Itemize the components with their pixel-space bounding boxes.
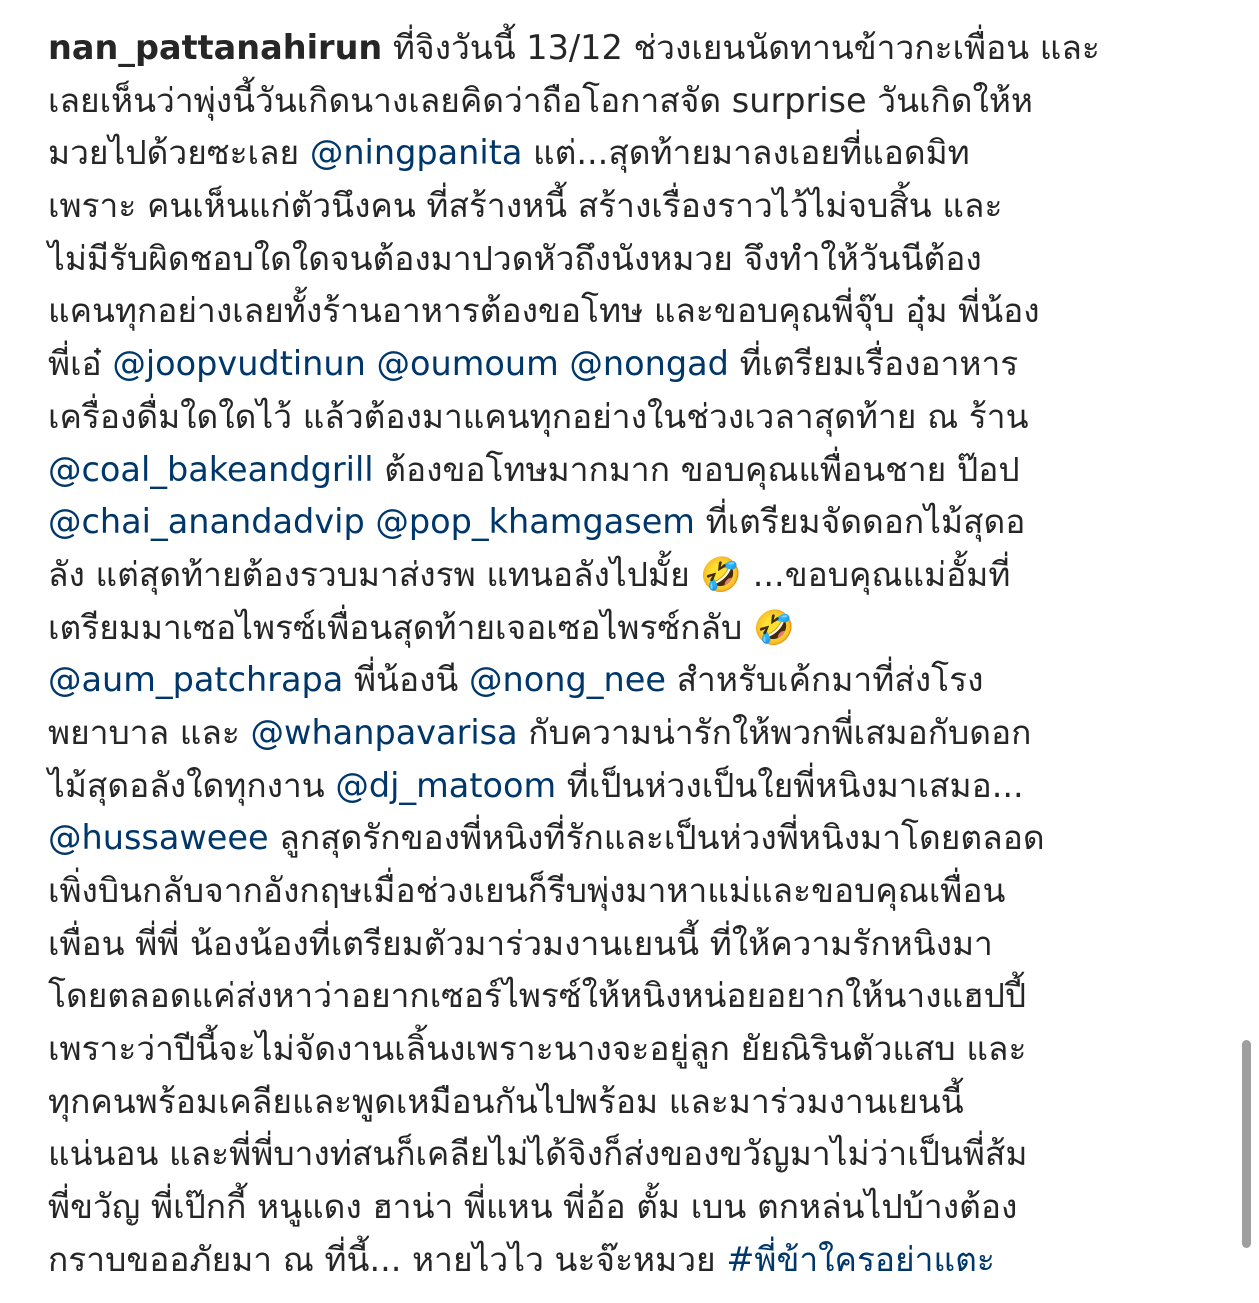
rofl-emoji-icon: 🤣 bbox=[700, 554, 743, 594]
caption-line bbox=[48, 1234, 1213, 1287]
caption-line bbox=[48, 1128, 1213, 1181]
caption-text: มวยไปด้วยซะเลย bbox=[48, 133, 310, 173]
caption-text: แน่นอน และพี่พี่บางท่สนก็เคลียไม่ได้จิงก็ส่งของขวัญมาไม่ว่าเป็นพี่ส้ม bbox=[48, 1134, 1028, 1174]
caption-line bbox=[48, 918, 1213, 971]
caption-line bbox=[48, 1076, 1213, 1129]
caption-line bbox=[48, 865, 1213, 918]
caption-line bbox=[48, 970, 1213, 1023]
caption-line bbox=[48, 654, 1213, 707]
caption-text: ลัง แต่สุดท้ายต้องรวบมาส่งรพ แทนอลังไปมั้ย bbox=[48, 554, 701, 594]
caption-line bbox=[48, 22, 1213, 75]
mention-link[interactable]: @nong_nee bbox=[469, 660, 666, 700]
caption-line bbox=[48, 444, 1213, 497]
mention-link[interactable]: @hussaweee bbox=[48, 818, 269, 858]
username-link[interactable]: nan_pattanahirun bbox=[48, 28, 383, 67]
mention-link[interactable]: @chai_anandadvip bbox=[48, 502, 365, 542]
caption-text: เครื่องดื่มใดใดไว้ แล้วต้องมาแคนทุกอย่างในช่วงเวลาสุดท้าย ณ ร้าน bbox=[48, 396, 1029, 436]
caption-text: พี่น้องนี bbox=[343, 660, 469, 700]
caption-text: กราบขออภัยมา ณ ที่นี้... หายไวไว นะจ๊ะหมวย bbox=[48, 1239, 727, 1279]
caption-text: ...ขอบคุณแม่อั้มที่ bbox=[742, 554, 1011, 594]
caption-line bbox=[48, 127, 1213, 180]
caption-text: ลูกสุดรักของพี่หนิงที่รักและเป็นห่วงพี่หนิงมาโดยตลอด bbox=[268, 818, 1045, 858]
mention-link[interactable]: @ningpanita bbox=[309, 133, 523, 173]
caption-text: ต้องขอโทษมากมาก ขอบคุณแพื่อนชาย ป๊อป bbox=[373, 449, 1020, 489]
caption-line bbox=[48, 233, 1213, 286]
caption-text: ที่จิงวันนี้ 13/12 ช่วงเยนนัดทานข้าวกะเพื่อน และ bbox=[382, 28, 1100, 67]
caption-text: สำหรับเค้กมาที่ส่งโรง bbox=[665, 660, 984, 700]
caption-line bbox=[48, 285, 1213, 338]
rofl-emoji-icon: 🤣 bbox=[752, 607, 795, 647]
caption-line bbox=[48, 391, 1213, 444]
caption-line bbox=[48, 338, 1213, 391]
caption-text: ที่เป็นห่วงเป็นใยพี่หนิงมาเสมอ... bbox=[556, 765, 1024, 805]
caption-text: พี่ขวัญ พี่เป๊กกี้ หนูแดง ฮาน่า พี่แหน พี่อ้อ ตั้ม เบน ตกหล่นไปบ้างต้อง bbox=[48, 1187, 1018, 1227]
caption-line bbox=[48, 602, 1213, 655]
mention-link[interactable]: @coal_bakeandgrill bbox=[48, 449, 374, 489]
scrollbar-thumb[interactable] bbox=[1242, 1040, 1251, 1248]
caption-text: กับความน่ารักให้พวกพี่เสมอกับดอก bbox=[517, 712, 1032, 752]
caption-line bbox=[48, 180, 1213, 233]
caption-text bbox=[559, 344, 570, 383]
caption-text: พยาบาล และ bbox=[48, 712, 251, 752]
caption-text: แต่...สุดท้ายมาลงเอยที่แอดมิท bbox=[522, 133, 970, 173]
caption-text: ที่เตรียมเรื่องอาหาร bbox=[728, 344, 1019, 384]
mention-link[interactable]: @oumoum bbox=[376, 344, 559, 384]
caption-line bbox=[48, 812, 1213, 865]
caption-text: ไม้สุดอลังใดทุกงาน bbox=[48, 765, 336, 805]
caption-text: เลยเห็นว่าพุ่งนี้วันเกิดนางเลยคิดว่าถือโอกาสจัด surprise วันเกิดให้ห bbox=[48, 80, 1033, 120]
caption-line bbox=[48, 1023, 1213, 1076]
post-caption bbox=[48, 22, 1213, 1287]
caption-line bbox=[48, 760, 1213, 813]
mention-link[interactable]: @joopvudtinun bbox=[112, 344, 366, 384]
mention-link[interactable]: @nongad bbox=[569, 344, 729, 384]
caption-text: แคนทุกอย่างเลยทั้งร้านอาหารต้องขอโทษ และขอบคุณพี่จุ๊บ อุ๋ม พี่น้อง bbox=[48, 291, 1040, 331]
caption-line bbox=[48, 496, 1213, 549]
caption-text: เพื่อน พี่พี่ น้องน้องที่เตรียมตัวมาร่วมงานเยนนี้ ที่ให้ความรักหนิงมา bbox=[48, 923, 993, 963]
caption-text: เพิ่งบินกลับจากอังกฤษเมื่อช่วงเยนก็รีบพุ่งมาหาแม่และขอบคุณเพื่อน bbox=[48, 871, 1006, 910]
caption-text: โดยตลอดแค่ส่งหาว่าอยากเซอร์ไพรซ์ให้หนิงหน่อยอยากให้นางแฮปปี้ bbox=[48, 976, 1027, 1016]
caption-text bbox=[365, 502, 376, 541]
caption-line bbox=[48, 707, 1213, 760]
caption-text: พี่เอ๋ bbox=[48, 344, 113, 384]
caption-text: ไม่มีรับผิดชอบใดใดจนต้องมาปวดหัวถึงนังหมวย จึงทำให้วันนีต้อง bbox=[48, 238, 982, 278]
mention-link[interactable]: @dj_matoom bbox=[335, 765, 557, 805]
caption-line bbox=[48, 1181, 1213, 1234]
caption-line bbox=[48, 549, 1213, 602]
caption-text: เพราะ คนเห็นแก่ตัวนึงคน ที่สร้างหนี้ สร้างเรื่องราวไว้ไม่จบสิ้น และ bbox=[48, 186, 1003, 226]
hashtag-link[interactable]: #พี่ข้าใครอย่าแตะ bbox=[726, 1239, 995, 1279]
caption-text bbox=[366, 344, 377, 383]
caption-text: เตรียมมาเซอไพรซ์เพื่อนสุดท้ายเจอเซอไพรซ์กลับ bbox=[48, 607, 753, 647]
caption-text: ที่เตรียมจัดดอกไม้สุดอ bbox=[694, 502, 1026, 542]
mention-link[interactable]: @whanpavarisa bbox=[250, 712, 518, 752]
mention-link[interactable]: @aum_patchrapa bbox=[48, 660, 344, 700]
caption-line bbox=[48, 75, 1213, 128]
caption-text: ทุกคนพร้อมเคลียและพูดเหมือนกันไปพร้อม และมาร่วมงานเยนนี้ bbox=[48, 1081, 964, 1121]
mention-link[interactable]: @pop_khamgasem bbox=[375, 502, 695, 542]
caption-text: เพราะว่าปีนี้จะไม่จัดงานเลิ้นงเพราะนางจะอยู่ลูก ยัยณิรินตัวแสบ และ bbox=[48, 1029, 1027, 1069]
